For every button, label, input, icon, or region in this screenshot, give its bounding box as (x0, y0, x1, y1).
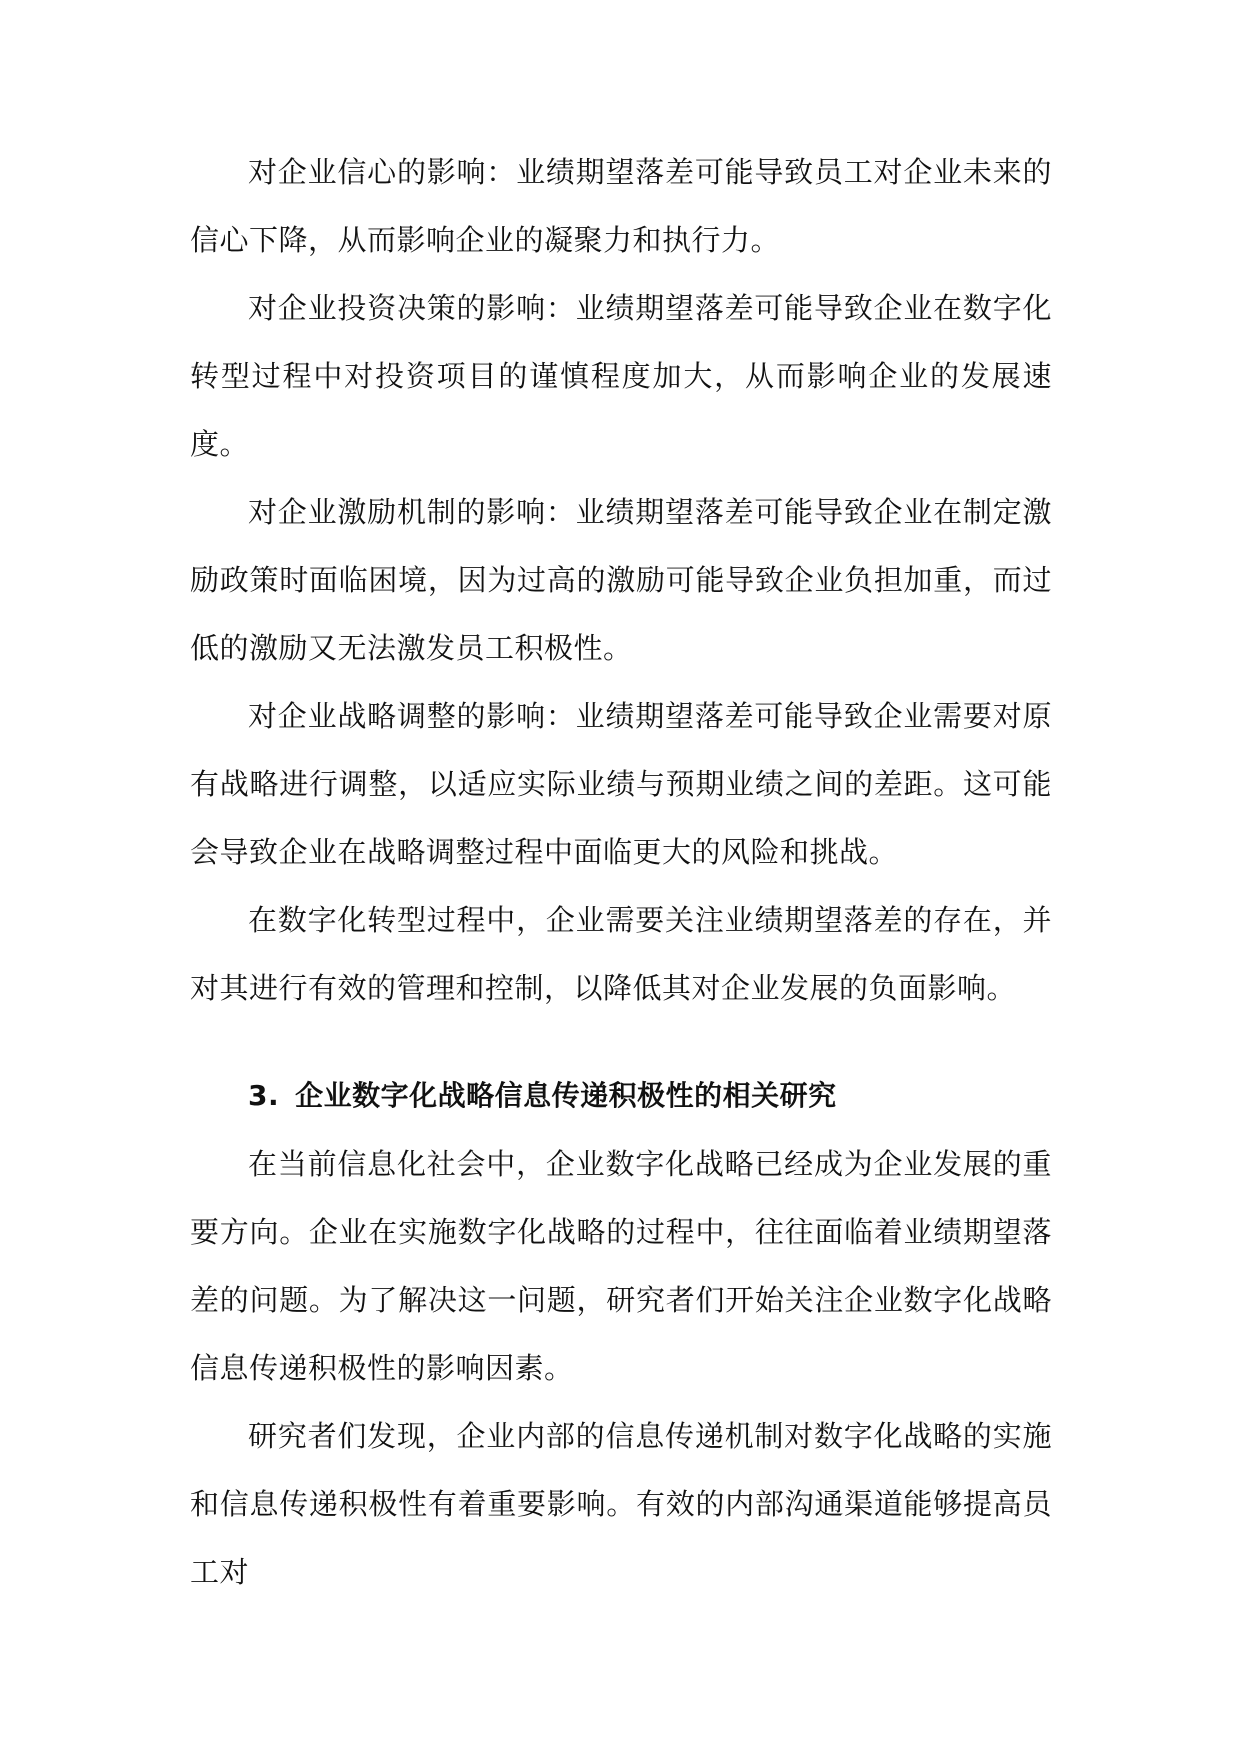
paragraph-investment-impact: 对企业投资决策的影响：业绩期望落差可能导致企业在数字化转型过程中对投资项目的谨慎程度加大，从而影响企业的发展速度。 (190, 291, 1052, 461)
paragraph-confidence-impact: 对企业信心的影响：业绩期望落差可能导致员工对企业未来的信心下降，从而影响企业的凝聚力和执行力。 (190, 155, 1052, 257)
document-body (190, 138, 1052, 1606)
paragraph-transformation-summary: 在数字化转型过程中，企业需要关注业绩期望落差的存在，并对其进行有效的管理和控制，以降低其对企业发展的负面影响。 (190, 903, 1052, 1005)
paragraph-incentive-impact: 对企业激励机制的影响：业绩期望落差可能导致企业在制定激励政策时面临困境，因为过高的激励可能导致企业负担加重，而过低的激励又无法激发员工积极性。 (190, 495, 1052, 665)
paragraph-research-findings: 研究者们发现，企业内部的信息传递机制对数字化战略的实施和信息传递积极性有着重要影响。有效的内部沟通渠道能够提高员工对 (190, 1419, 1052, 1589)
section-title: 企业数字化战略信息传递积极性的相关研究 (295, 1079, 837, 1112)
section-heading (190, 1062, 1052, 1130)
paragraph-strategy-adjustment-impact: 对企业战略调整的影响：业绩期望落差可能导致企业需要对原有战略进行调整，以适应实际业绩与预期业绩之间的差距。这可能会导致企业在战略调整过程中面临更大的风险和挑战。 (190, 699, 1052, 869)
paragraph-research-background: 在当前信息化社会中，企业数字化战略已经成为企业发展的重要方向。企业在实施数字化战略的过程中，往往面临着业绩期望落差的问题。为了解决这一问题，研究者们开始关注企业数字化战略信息传递积极性的影响因素。 (190, 1147, 1052, 1385)
section-number: 3. (248, 1079, 280, 1112)
